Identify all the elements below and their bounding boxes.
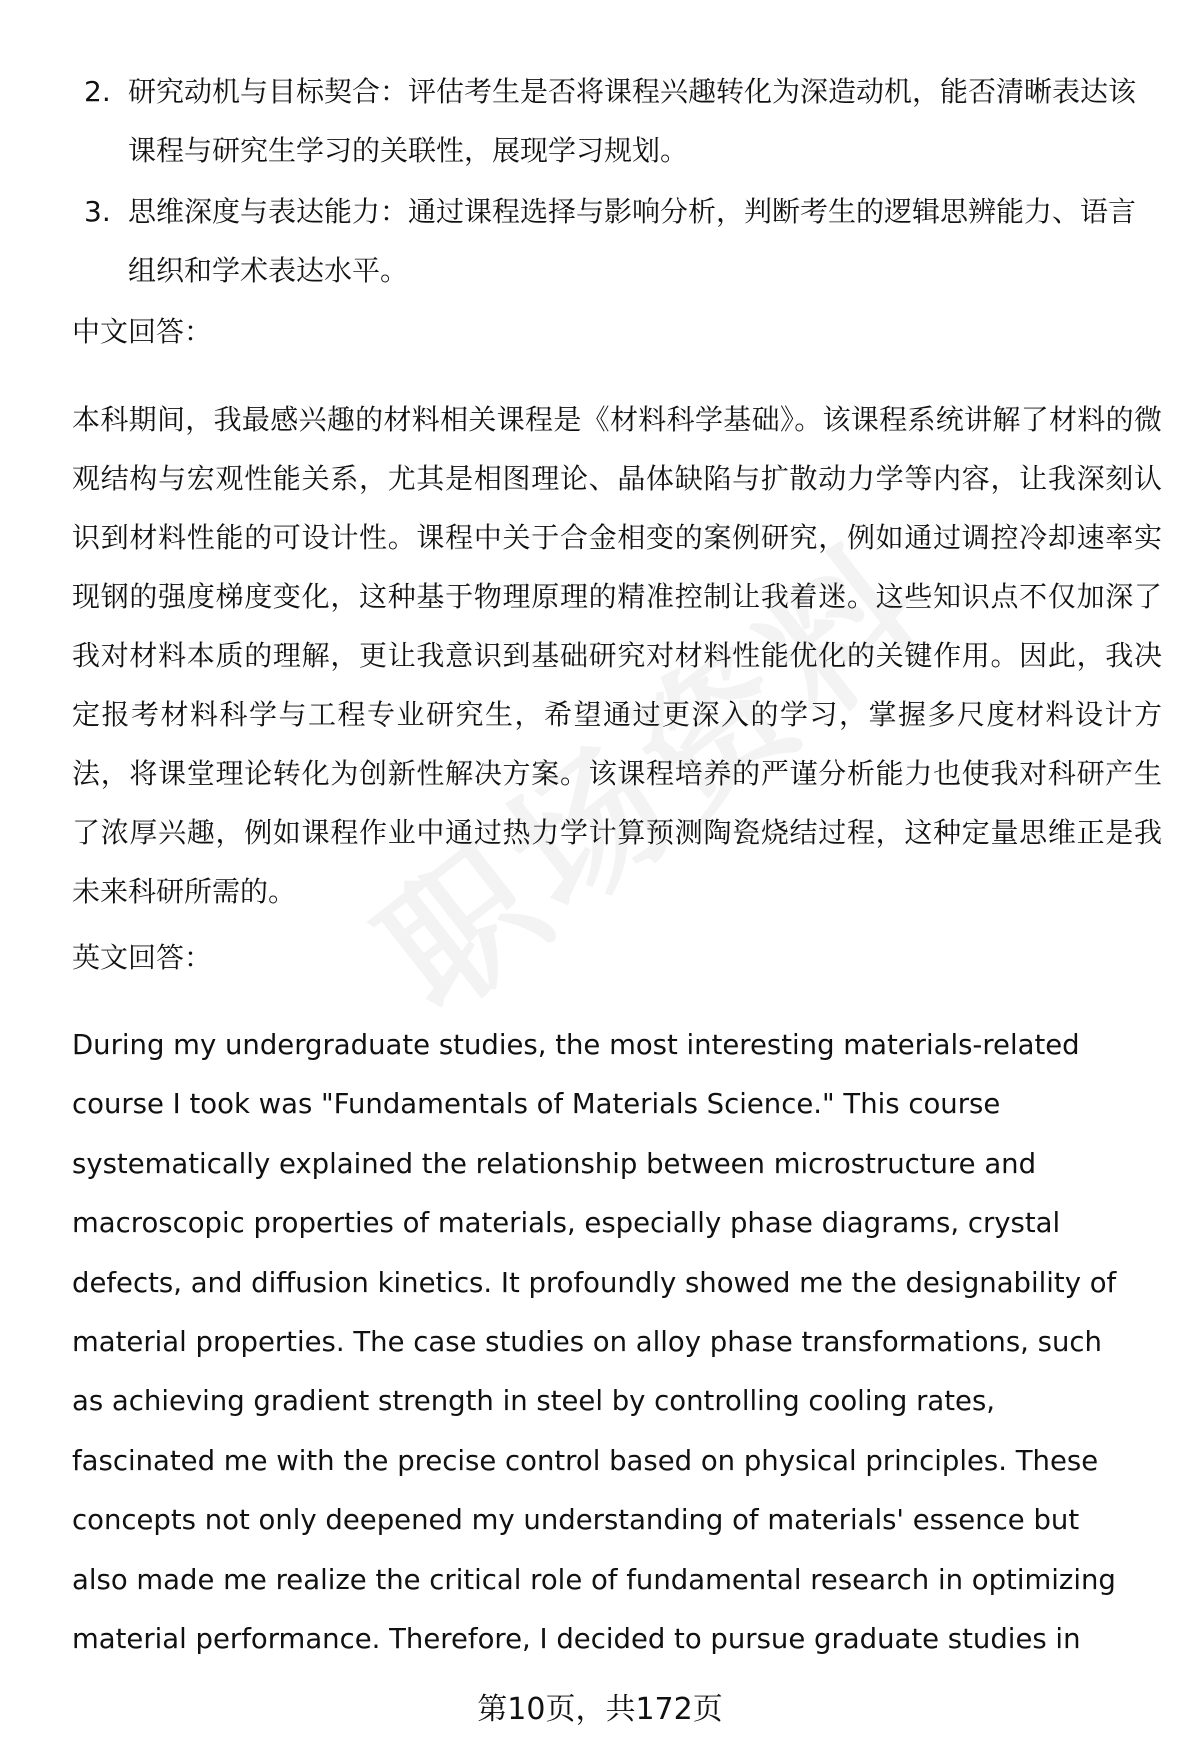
criteria-item [72,62,1152,180]
english-answer-line: concepts not only deepened my understanding of materials' essence but [72,1504,1080,1537]
english-answer-line: course I took was "Fundamentals of Materials Science." This course [72,1088,1001,1121]
english-answer-line: material properties. The case studies on alloy phase transformations, such [72,1326,1102,1359]
english-answer-line: During my undergraduate studies, the most interesting materials-related [72,1029,1080,1061]
criteria-number: 3. [84,195,111,228]
english-answer-line: also made me realize the critical role of fundamental research in optimizing [72,1563,1116,1596]
chinese-answer-label: 中文回答： [72,315,213,348]
english-answer-line: as achieving gradient strength in steel by controlling cooling rates, [72,1385,996,1418]
english-answer-body [72,1016,1162,1669]
english-answer-label: 英文回答： [72,941,213,974]
english-answer-line: material performance. Therefore, I decided to pursue graduate studies in [72,1623,1081,1656]
criteria-list [72,62,1152,302]
criteria-text: 思维深度与表达能力：通过课程选择与影响分析，判断考生的逻辑思辨能力、语言组织和学术表达水平。 [128,195,1137,287]
english-answer-line: defects, and diffusion kinetics. It profoundly showed me the designability of [72,1266,1117,1299]
criteria-item [72,182,1152,300]
english-answer-line: macroscopic properties of materials, especially phase diagrams, crystal [72,1207,1061,1240]
page-number-footer: 第10页，共172页 [477,1692,723,1727]
english-answer-line: fascinated me with the precise control based on physical principles. These [72,1444,1099,1477]
chinese-answer-body: 本科期间，我最感兴趣的材料相关课程是《材料科学基础》。该课程系统讲解了材料的微观结构与宏观性能关系，尤其是相图理论、晶体缺陷与扩散动力学等内容，让我深刻认识到材料性能的可设计性。课程中关于合金相变的案例研究，例如通过调控冷却速率实现钢的强度梯度变化，这种基于物理原理的精准控制让我着迷。这些知识点不仅加深了我对材料本质的理解，更让我意识到基础研究对材料性能优化的关键作用。因此，我决定报考材料科学与工程专业研究生，希望通过更深入的学习，掌握多尺度材料设计方法，将课堂理论转化为创新性解决方案。该课程培养的严谨分析能力也使我对科研产生了浓厚兴趣，例如课程作业中通过热力学计算预测陶瓷烧结过程，这种定量思维正是我未来科研所需的。 [72,403,1162,908]
english-answer-line: systematically explained the relationship between microstructure and [72,1147,1037,1180]
criteria-text: 研究动机与目标契合：评估考生是否将课程兴趣转化为深造动机，能否清晰表达该课程与研究生学习的关联性，展现学习规划。 [128,75,1137,167]
criteria-number: 2. [84,75,111,108]
